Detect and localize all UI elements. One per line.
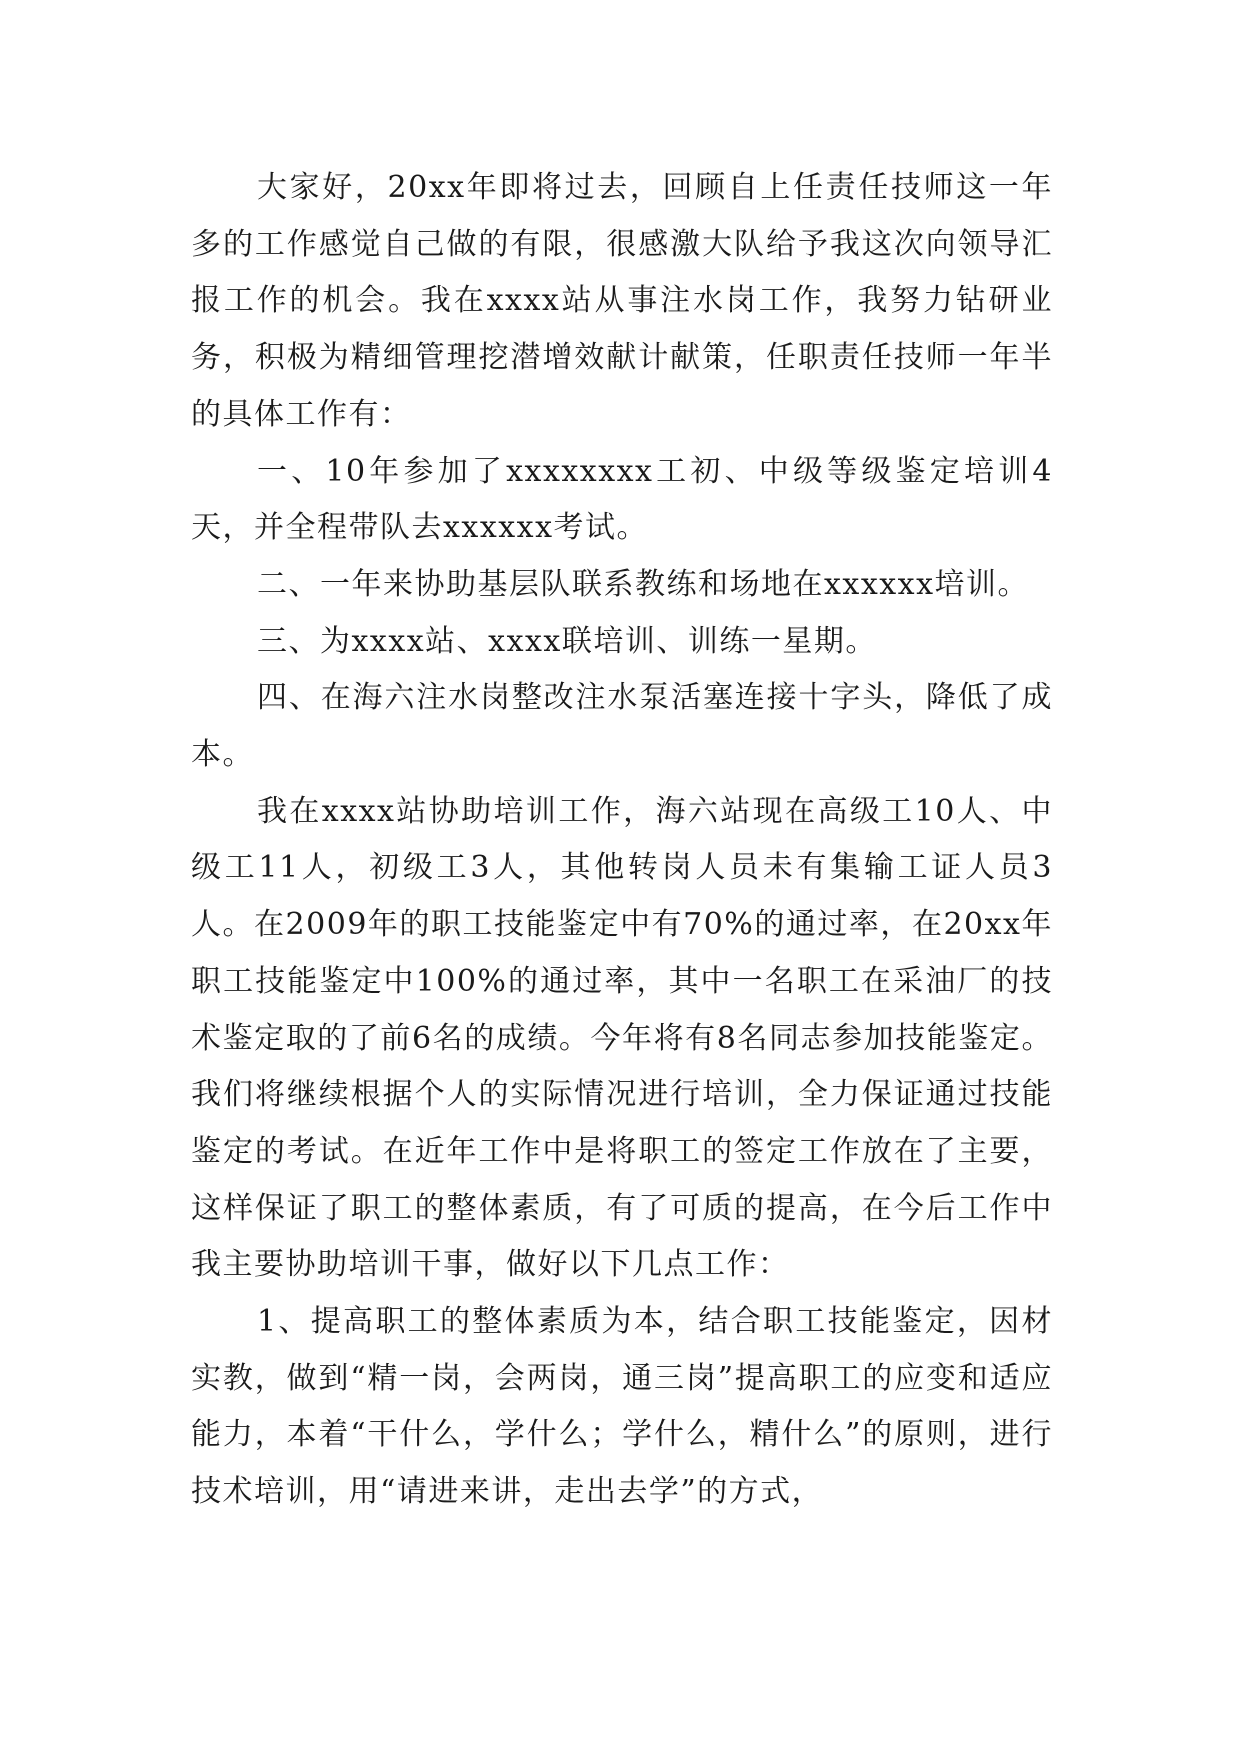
paragraph-item-three: 三、为xxxx站、xxxx联培训、训练一星期。 xyxy=(257,623,877,659)
paragraph-item-one: 一、10年参加了xxxxxxxx工初、中级等级鉴定培训4天，并全程带队去xxxxxx考试。 xyxy=(191,453,1053,546)
document-body xyxy=(191,160,1053,1521)
paragraph-item-two: 二、一年来协助基层队联系教练和场地在xxxxxx培训。 xyxy=(257,566,1030,602)
paragraph-greeting: 大家好，20xx年即将过去，回顾自上任责任技师这一年多的工作感觉自己做的有限，很感激大队给予我这次向领导汇报工作的机会。我在xxxx站从事注水岗工作，我努力钻研业务，积极为精细管理挖潜增效献计献策，任职责任技师一年半的具体工作有： xyxy=(191,170,1053,432)
paragraph-item-four: 四、在海六注水岗整改注水泵活塞连接十字头，降低了成本。 xyxy=(191,680,1053,773)
paragraph-plan-item-one: 1、提高职工的整体素质为本，结合职工技能鉴定，因材实教，做到“精一岗，会两岗，通三岗”提高职工的应变和适应能力，本着“干什么，学什么；学什么，精什么”的原则，进行技术培训，用“请进来讲，走出去学”的方式， xyxy=(191,1304,1053,1510)
paragraph-training-summary: 我在xxxx站协助培训工作，海六站现在高级工10人、中级工11人，初级工3人，其他转岗人员未有集输工证人员3人。在2009年的职工技能鉴定中有70%的通过率，在20xx年职工技能鉴定中100%的通过率，其中一名职工在采油厂的技术鉴定取的了前6名的成绩。今年将有8名同志参加技能鉴定。我们将继续根据个人的实际情况进行培训，全力保证通过技能鉴定的考试。在近年工作中是将职工的签定工作放在了主要，这样保证了职工的整体素质，有了可质的提高，在今后工作中我主要协助培训干事，做好以下几点工作： xyxy=(191,793,1053,1283)
